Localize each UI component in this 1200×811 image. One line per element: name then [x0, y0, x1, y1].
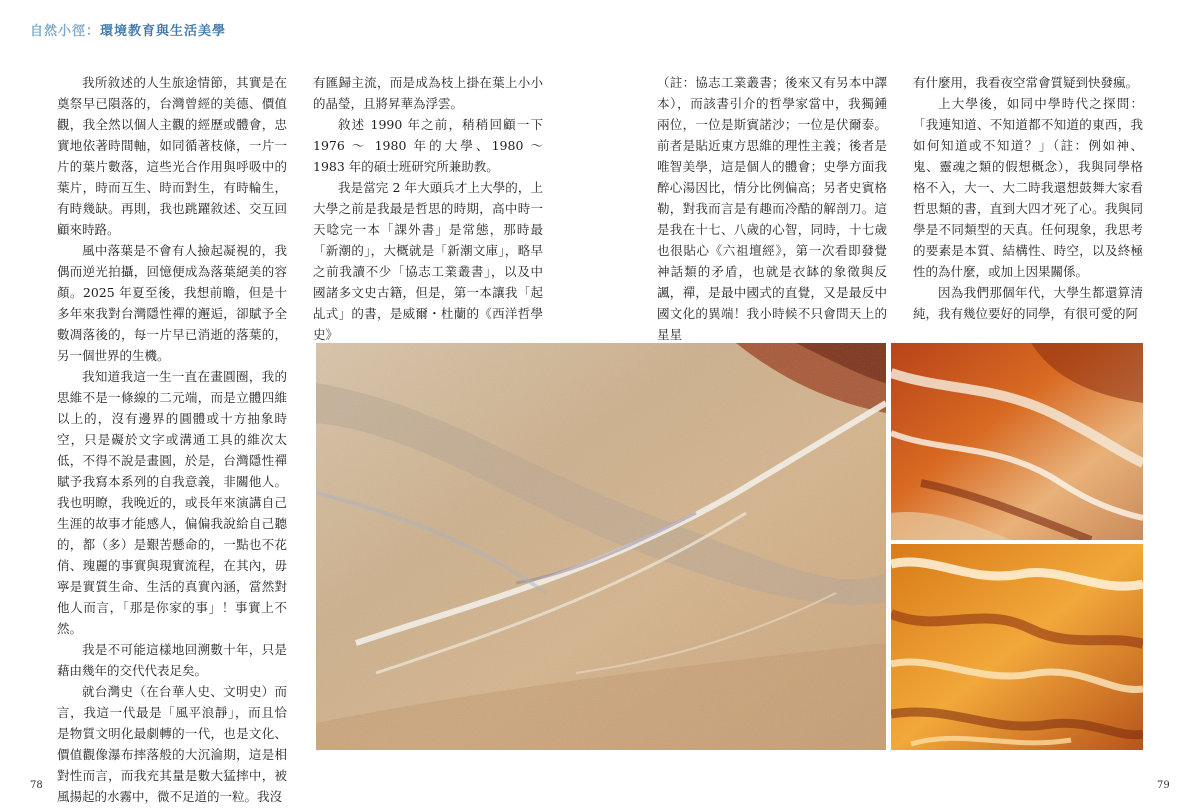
- page-number-left: 78: [30, 780, 43, 791]
- paragraph: 風中落葉是不會有人撿起凝視的，我偶而逆光拍攝，回憶便成為落葉絕美的容顏。2025 年夏至後，我想前瞻，但是十多年來我對台灣隱性禪的邂逅，卻賦予全數凋落後的，每一片早已消逝的落葉的，另一個世界的生機。: [57, 243, 287, 363]
- paragraph: 因為我們那個年代，大學生都還算清純，我有幾位要好的同學，有很可愛的阿: [913, 285, 1143, 321]
- paragraph: 我所敘述的人生旅途情節，其實是在奠祭早已隕落的，台灣曾經的美德、價值觀，我全然以個人主觀的經歷或體會，忠實地依著時間軸，如同循著枝條，一片一片的葉片數落，這些光合作用與呼吸中的葉片，時而互生、時而對生，有時輪生，有時幾缺。再則，我也跳躍敘述、交互回顧來時路。: [57, 75, 287, 237]
- paragraph: 我知道我這一生一直在畫圓圈，我的思維不是一條線的二元端，而是立體四維以上的，沒有邊界的圓體或十方抽象時空，只是礙於文字或溝通工具的維次太低，不得不說是畫圓，於是，台灣隱性禪賦予我寫本系列的自我意義，非關他人。我也明瞭，我晚近的，或長年來演講自己生涯的故事才能感人，偏偏我說給自己聽的，都（多）是艱苦懸命的，一點也不花俏、瑰麗的事實與現實流程，在其內，毋寧是實質生命、生活的真實內涵，當然對他人而言，「那是你家的事」！事實上不然。: [57, 369, 287, 636]
- paragraph: 就台灣史（在台華人史、文明史）而言，我這一代最是「風平浪靜」，而且恰是物質文明化最劇轉的一代，也是文化、價值觀像瀑布摔落般的大沉淪期，這是相對性而言，而我充其量是數大猛摔中，被風揚起的水霧中，微不足道的一粒。我沒: [57, 684, 287, 804]
- text-column-2: [313, 72, 543, 345]
- running-header: [30, 20, 226, 39]
- paragraph: 上大學後，如同中學時代之探問：「我連知道、不知道都不知道的東西，我如何知道或不知道？」（註：例如神、鬼、靈魂之類的假想概念），我與同學格格不入，大一、大二時我還想鼓舞大家看哲思類的書，直到大四才死了心。我與同學是不同類型的天真。任何現象，我思考的要素是本質、結構性、時空，以及終極性的為什麼，或加上因果關係。: [913, 96, 1143, 279]
- paragraph: （註：協志工業叢書；後來又有另本中譯本），而該書引介的哲學家當中，我獨鍾兩位，一位是斯賓諾沙；一位是伏爾泰。前者是貼近東方思維的理性主義；後者是唯智美學，這是個人的體會；史學方面我醉心湯因比，情分比例偏高；另者史賓格勒，對我而言是有趣而冷酷的解剖刀。這是我在十七、八歲的心智，同時，十七歲也很貼心《六祖壇經》，第一次看即發覺神話類的矛盾，也就是衣缽的象徵與反諷，禪，是最中國式的直覺，又是最反中國文化的異端！我小時候不只會問天上的星星: [657, 75, 887, 342]
- paragraph: 有什麼用，我看夜空常會質疑到快發瘋。: [913, 75, 1139, 90]
- paragraph: 我是不可能這樣地回溯數十年，只是藉由幾年的交代代表足矣。: [57, 642, 287, 678]
- page-number-right: 79: [1157, 780, 1170, 791]
- photo-bottom-right: [891, 544, 1143, 750]
- main-photo: [316, 343, 886, 750]
- photo-top-right: [891, 343, 1143, 540]
- header-separator: ：: [86, 24, 101, 39]
- paragraph: 敘述 1990 年之前，稍稍回顧一下 1976 ～ 1980 年的大學、1980 ～ 1983 年的碩士班研究所兼助教。: [313, 117, 543, 174]
- text-column-4: [913, 72, 1143, 324]
- text-column-1: [57, 72, 287, 807]
- text-column-3: [657, 72, 887, 345]
- series-name: 自然小徑: [30, 24, 87, 39]
- paragraph: 有匯歸主流，而是成為枝上掛在葉上小小的晶瑩，且將昇華為浮雲。: [313, 75, 543, 111]
- series-title: 環境教育與生活美學: [100, 24, 227, 39]
- paragraph: 我是當完 2 年大頭兵才上大學的，上大學之前是我最是哲思的時期，高中時一天唸完一本「課外書」是常態，那時最「新潮的」，大概就是「新潮文庫」，略早之前我讀不少「協志工業叢書」，以及中國諸多文史古籍，但是，第一本讓我「起乩式」的書，是威爾・杜蘭的《西洋哲學史》: [313, 180, 543, 342]
